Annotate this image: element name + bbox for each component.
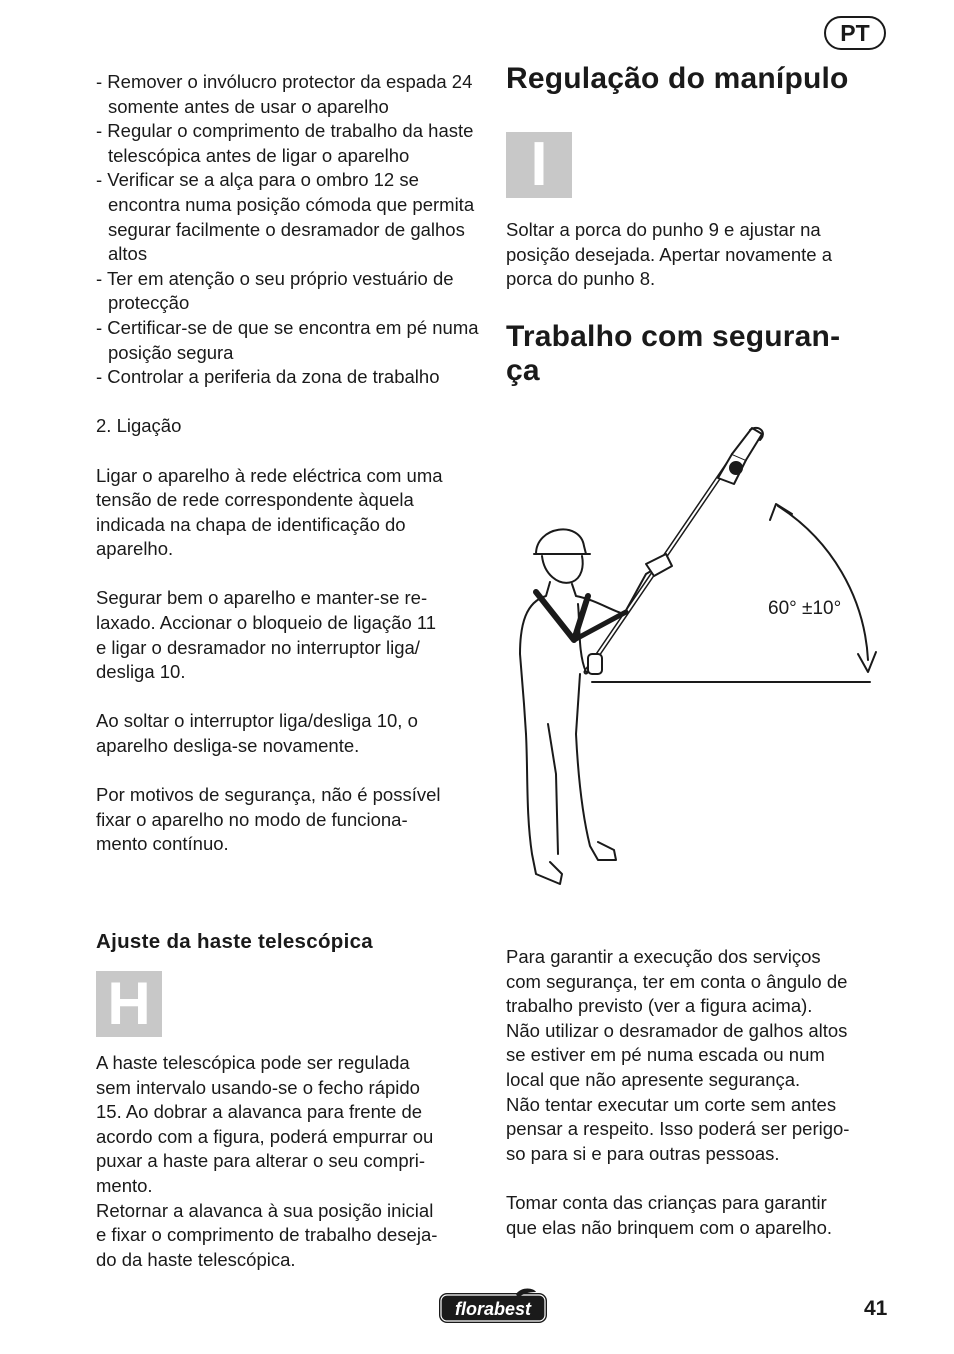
list-item: - Remover o invólucro protector da espada 24 somente antes de usar o aparelho — [96, 71, 473, 117]
paragraph: Ao soltar o interruptor liga/desliga 10, o aparelho desliga-se novamente. — [96, 710, 418, 757]
list-item: - Certificar-se de que se encontra em pé numa posição segura — [96, 316, 479, 363]
step-heading: 2. Ligação — [96, 415, 182, 437]
paragraph: A haste telescópica pode ser regulada sem intervalo usando-se o fecho rápido 15. Ao dobrar a alavanca para frente de acordo com a figura, poderá empurrar ou puxar a haste para alterar o seu compri- mento. Retornar a alavanca à sua posição inicial e fixar o comprimento de trabalho deseja- do da haste telescópica. — [96, 1052, 438, 1270]
section-heading: Regulação do manípulo — [506, 62, 849, 95]
language-badge: PT — [824, 16, 886, 50]
right-column — [506, 62, 896, 388]
paragraph: Ligar o aparelho à rede eléctrica com uma tensão de rede correspondente àquela indicada na chapa de identificação do aparelho. — [96, 464, 443, 560]
angle-arc — [778, 506, 868, 660]
section-heading: Trabalho com seguran- ça — [506, 319, 841, 387]
angle-label: 60° ±10° — [768, 598, 842, 619]
list-item: - Ter em atenção o seu próprio vestuário de protecção — [96, 267, 454, 314]
list-item: - Verificar se a alça para o ombro 12 se encontra numa posição cómoda que permita segurar facilmente o desramador de galhos altos — [96, 169, 475, 265]
section-heading: Ajuste da haste telescópica — [96, 930, 373, 953]
logo-text: florabest — [454, 1299, 532, 1319]
left-column — [96, 70, 486, 857]
paragraph: Por motivos de segurança, não é possível fixar o aparelho no modo de funciona- mento contínuo. — [96, 784, 441, 855]
figure-letter-i: I — [506, 132, 572, 198]
list-item: - Regular o comprimento de trabalho da haste telescópica antes de ligar o aparelho — [96, 120, 474, 166]
paragraph: Para garantir a execução dos serviços com segurança, ter em conta o ângulo de trabalho previsto (ver a figura acima). Não utilizar o desramador de galhos altos se estiver em pé numa escada ou num local que não apresente segurança. Não tentar executar um corte sem antes pensar a respeito. Isso poderá ser perigo- so para si e para outras pessoas. — [506, 946, 850, 1164]
safety-angle-illustration — [506, 414, 896, 904]
arrow-head-top — [770, 504, 792, 520]
list-item: - Controlar a periferia da zona de trabalho — [96, 366, 440, 388]
page-number: 41 — [864, 1297, 888, 1320]
paragraph: Segurar bem o aparelho e manter-se re- laxado. Accionar o bloqueio de ligação 11 e ligar o desramador no interruptor liga/ desliga 10. — [96, 587, 437, 683]
paragraph: Tomar conta das crianças para garantir que elas não brinquem com o aparelho. — [506, 1191, 833, 1238]
paragraph: Soltar a porca do punho 9 e ajustar na posição desejada. Apertar novamente a porca do punho 8. — [506, 219, 833, 290]
brand-logo — [438, 1288, 548, 1326]
figure-letter-h: H — [96, 971, 162, 1037]
safety-text-block — [506, 945, 898, 1240]
section-telescopic — [96, 929, 486, 1272]
